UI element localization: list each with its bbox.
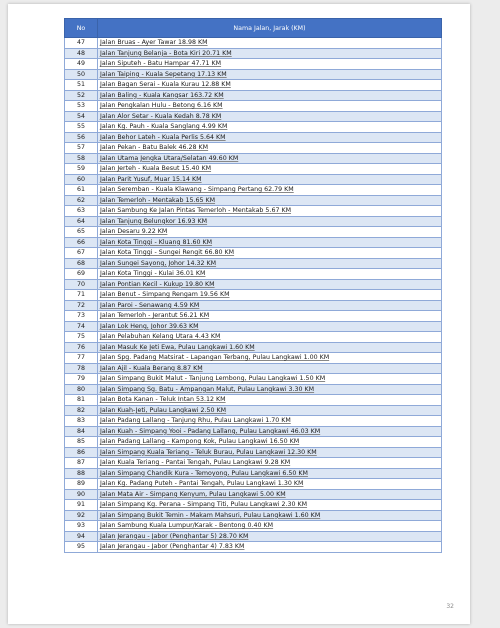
table-row bbox=[65, 206, 442, 217]
table-row bbox=[65, 405, 442, 416]
table-row bbox=[65, 332, 442, 343]
road-name: Jalan Ajil - Kuala Berang 8.87 KM bbox=[98, 363, 442, 374]
table-row bbox=[65, 300, 442, 311]
table-row bbox=[65, 363, 442, 374]
road-name: Jalan Tanjung Belungkor 16.93 KM bbox=[98, 216, 442, 227]
road-name: Jalan Kota Tinggi - Kulai 36.01 KM bbox=[98, 269, 442, 280]
row-number: 82 bbox=[65, 405, 98, 416]
row-number: 73 bbox=[65, 311, 98, 322]
road-name: Jalan Pontian Kecil - Kukup 19.80 KM bbox=[98, 279, 442, 290]
row-number: 59 bbox=[65, 164, 98, 175]
row-number: 52 bbox=[65, 90, 98, 101]
road-name: Jalan Kg. Pauh - Kuala Sanglang 4.99 KM bbox=[98, 122, 442, 133]
row-number: 93 bbox=[65, 521, 98, 532]
road-name: Jalan Baling - Kuala Kangsar 163.72 KM bbox=[98, 90, 442, 101]
table-row bbox=[65, 500, 442, 511]
row-number: 80 bbox=[65, 384, 98, 395]
row-number: 66 bbox=[65, 237, 98, 248]
road-name: Jalan Pengkalan Hulu - Betong 6.16 KM bbox=[98, 101, 442, 112]
table-row bbox=[65, 111, 442, 122]
row-number: 88 bbox=[65, 468, 98, 479]
table-row bbox=[65, 80, 442, 91]
row-number: 85 bbox=[65, 437, 98, 448]
table-row bbox=[65, 290, 442, 301]
road-name: Jalan Simpang Bukit Temin - Makam Mahsuri, Pulau Langkawi 1.60 KM bbox=[98, 510, 442, 521]
table-row bbox=[65, 353, 442, 364]
table-body bbox=[65, 38, 442, 553]
table-row bbox=[65, 174, 442, 185]
table-row bbox=[65, 426, 442, 437]
row-number: 77 bbox=[65, 353, 98, 364]
road-name: Jalan Pelabuhan Kelang Utara 4.43 KM bbox=[98, 332, 442, 343]
road-name: Jalan Behor Lateh - Kuala Perlis 5.64 KM bbox=[98, 132, 442, 143]
row-number: 94 bbox=[65, 531, 98, 542]
row-number: 75 bbox=[65, 332, 98, 343]
page-number: 32 bbox=[446, 603, 454, 610]
table-row bbox=[65, 143, 442, 154]
road-name: Jalan Tanjung Belanja - Bota Kiri 20.71 KM bbox=[98, 48, 442, 59]
road-name: Jalan Simpang Bukit Malut - Tanjung Lembong, Pulau Langkawi 1.50 KM bbox=[98, 374, 442, 385]
row-number: 61 bbox=[65, 185, 98, 196]
table-row bbox=[65, 321, 442, 332]
row-number: 76 bbox=[65, 342, 98, 353]
road-name: Jalan Kota Tinggi - Kluang 81.60 KM bbox=[98, 237, 442, 248]
table-row bbox=[65, 132, 442, 143]
row-number: 71 bbox=[65, 290, 98, 301]
table-row bbox=[65, 479, 442, 490]
row-number: 53 bbox=[65, 101, 98, 112]
table-row bbox=[65, 458, 442, 469]
road-name: Jalan Kota Tinggi - Sungei Rengit 66.80 KM bbox=[98, 248, 442, 259]
road-name: Jalan Jerteh - Kuala Besut 15.40 KM bbox=[98, 164, 442, 175]
table-row bbox=[65, 59, 442, 70]
road-name: Jalan Utama Jengka Utara/Selatan 49.60 KM bbox=[98, 153, 442, 164]
table-row bbox=[65, 468, 442, 479]
row-number: 48 bbox=[65, 48, 98, 59]
table-row bbox=[65, 69, 442, 80]
road-name: Jalan Paroi - Senawang 4.59 KM bbox=[98, 300, 442, 311]
row-number: 58 bbox=[65, 153, 98, 164]
road-name: Jalan Jerangau - Jabor (Penghantar 5) 28.70 KM bbox=[98, 531, 442, 542]
table-row bbox=[65, 195, 442, 206]
table-row bbox=[65, 510, 442, 521]
table-row bbox=[65, 279, 442, 290]
road-name: Jalan Kg. Padang Puteh - Pantai Tengah, Pulau Langkawi 1.30 KM bbox=[98, 479, 442, 490]
table-row bbox=[65, 90, 442, 101]
road-name: Jalan Lok Heng, Johor 39.63 KM bbox=[98, 321, 442, 332]
road-name: Jalan Masuk Ke Jeti Ewa, Pulau Langkawi 1.60 KM bbox=[98, 342, 442, 353]
row-number: 57 bbox=[65, 143, 98, 154]
header-name: Nama Jalan, Jarak (KM) bbox=[98, 19, 442, 38]
row-number: 50 bbox=[65, 69, 98, 80]
road-name: Jalan Taiping - Kuala Sepetang 17.13 KM bbox=[98, 69, 442, 80]
row-number: 51 bbox=[65, 80, 98, 91]
road-name: Jalan Padang Lallang - Tanjung Rhu, Pulau Langkawi 1.70 KM bbox=[98, 416, 442, 427]
road-name: Jalan Sungei Sayong, Johor 14.32 KM bbox=[98, 258, 442, 269]
row-number: 54 bbox=[65, 111, 98, 122]
road-name: Jalan Mata Air - Simpang Kenyum, Pulau Langkawi 5.00 KM bbox=[98, 489, 442, 500]
row-number: 65 bbox=[65, 227, 98, 238]
road-name: Jalan Simpang Kuala Teriang - Teluk Burau, Pulau Langkawi 12.30 KM bbox=[98, 447, 442, 458]
row-number: 74 bbox=[65, 321, 98, 332]
table-row bbox=[65, 38, 442, 49]
row-number: 81 bbox=[65, 395, 98, 406]
document-page bbox=[8, 4, 470, 624]
table-row bbox=[65, 542, 442, 553]
table-row bbox=[65, 216, 442, 227]
row-number: 68 bbox=[65, 258, 98, 269]
road-table bbox=[64, 18, 442, 553]
road-name: Jalan Bota Kanan - Teluk Intan 53.12 KM bbox=[98, 395, 442, 406]
row-number: 63 bbox=[65, 206, 98, 217]
row-number: 55 bbox=[65, 122, 98, 133]
road-name: Jalan Kuah - Simpang Yooi - Padang Lallang, Pulau Langkawi 46.03 KM bbox=[98, 426, 442, 437]
road-name: Jalan Siputeh - Batu Hampar 47.71 KM bbox=[98, 59, 442, 70]
table-row bbox=[65, 447, 442, 458]
table-row bbox=[65, 311, 442, 322]
road-name: Jalan Sambung Kuala Lumpur/Karak - Bentong 0.40 KM bbox=[98, 521, 442, 532]
road-name: Jalan Temerloh - Mentakab 15.65 KM bbox=[98, 195, 442, 206]
road-name: Jalan Simpang Sg. Batu - Ampangan Malut, Pulau Langkawi 3.30 KM bbox=[98, 384, 442, 395]
table-row bbox=[65, 521, 442, 532]
row-number: 64 bbox=[65, 216, 98, 227]
road-name: Jalan Desaru 9.22 KM bbox=[98, 227, 442, 238]
table-row bbox=[65, 164, 442, 175]
row-number: 89 bbox=[65, 479, 98, 490]
row-number: 84 bbox=[65, 426, 98, 437]
row-number: 87 bbox=[65, 458, 98, 469]
row-number: 62 bbox=[65, 195, 98, 206]
table-row bbox=[65, 48, 442, 59]
row-number: 49 bbox=[65, 59, 98, 70]
road-name: Jalan Alor Setar - Kuala Kedah 8.78 KM bbox=[98, 111, 442, 122]
table-row bbox=[65, 489, 442, 500]
table-row bbox=[65, 248, 442, 259]
row-number: 86 bbox=[65, 447, 98, 458]
row-number: 95 bbox=[65, 542, 98, 553]
table-row bbox=[65, 437, 442, 448]
road-name: Jalan Parit Yusuf, Muar 15.14 KM bbox=[98, 174, 442, 185]
road-name: Jalan Simpang Kg. Perana - Simpang Titi, Pulau Langkawi 2.30 KM bbox=[98, 500, 442, 511]
table-row bbox=[65, 531, 442, 542]
table-row bbox=[65, 122, 442, 133]
road-name: Jalan Benut - Simpang Rengam 19.56 KM bbox=[98, 290, 442, 301]
table-row bbox=[65, 101, 442, 112]
road-name: Jalan Kuah-Jeti, Pulau Langkawi 2.50 KM bbox=[98, 405, 442, 416]
row-number: 83 bbox=[65, 416, 98, 427]
road-name: Jalan Kuala Teriang - Pantai Tengah, Pulau Langkawi 9.28 KM bbox=[98, 458, 442, 469]
table-row bbox=[65, 342, 442, 353]
table-row bbox=[65, 237, 442, 248]
road-name: Jalan Jerangau - Jabor (Penghantar 4) 7.83 KM bbox=[98, 542, 442, 553]
row-number: 56 bbox=[65, 132, 98, 143]
road-name: Jalan Temerloh - Jerantut 56.21 KM bbox=[98, 311, 442, 322]
table-row bbox=[65, 185, 442, 196]
row-number: 91 bbox=[65, 500, 98, 511]
row-number: 70 bbox=[65, 279, 98, 290]
table-row bbox=[65, 258, 442, 269]
row-number: 92 bbox=[65, 510, 98, 521]
road-name: Jalan Sambung Ke Jalan Pintas Temerloh - Mentakab 5.67 KM bbox=[98, 206, 442, 217]
row-number: 79 bbox=[65, 374, 98, 385]
header-no: No bbox=[65, 19, 98, 38]
table-row bbox=[65, 153, 442, 164]
row-number: 47 bbox=[65, 38, 98, 49]
table-row bbox=[65, 384, 442, 395]
row-number: 72 bbox=[65, 300, 98, 311]
road-name: Jalan Seremban - Kuala Klawang - Simpang Pertang 62.79 KM bbox=[98, 185, 442, 196]
table-row bbox=[65, 416, 442, 427]
road-name: Jalan Simpang Chandik Kura - Temoyong, Pulau Langkawi 6.50 KM bbox=[98, 468, 442, 479]
row-number: 90 bbox=[65, 489, 98, 500]
table-row bbox=[65, 269, 442, 280]
table-row bbox=[65, 227, 442, 238]
row-number: 67 bbox=[65, 248, 98, 259]
road-name: Jalan Bruas - Ayer Tawar 18.98 KM bbox=[98, 38, 442, 49]
road-name: Jalan Pekan - Batu Balek 46.28 KM bbox=[98, 143, 442, 154]
table-row bbox=[65, 374, 442, 385]
road-name: Jalan Padang Lallang - Kampong Kok, Pulau Langkawi 16.50 KM bbox=[98, 437, 442, 448]
road-name: Jalan Spg. Padang Matsirat - Lapangan Terbang, Pulau Langkawi 1.00 KM bbox=[98, 353, 442, 364]
row-number: 60 bbox=[65, 174, 98, 185]
table-row bbox=[65, 395, 442, 406]
row-number: 69 bbox=[65, 269, 98, 280]
table-header-row bbox=[65, 19, 442, 38]
row-number: 78 bbox=[65, 363, 98, 374]
road-name: Jalan Bagan Serai - Kuala Kurau 12.88 KM bbox=[98, 80, 442, 91]
